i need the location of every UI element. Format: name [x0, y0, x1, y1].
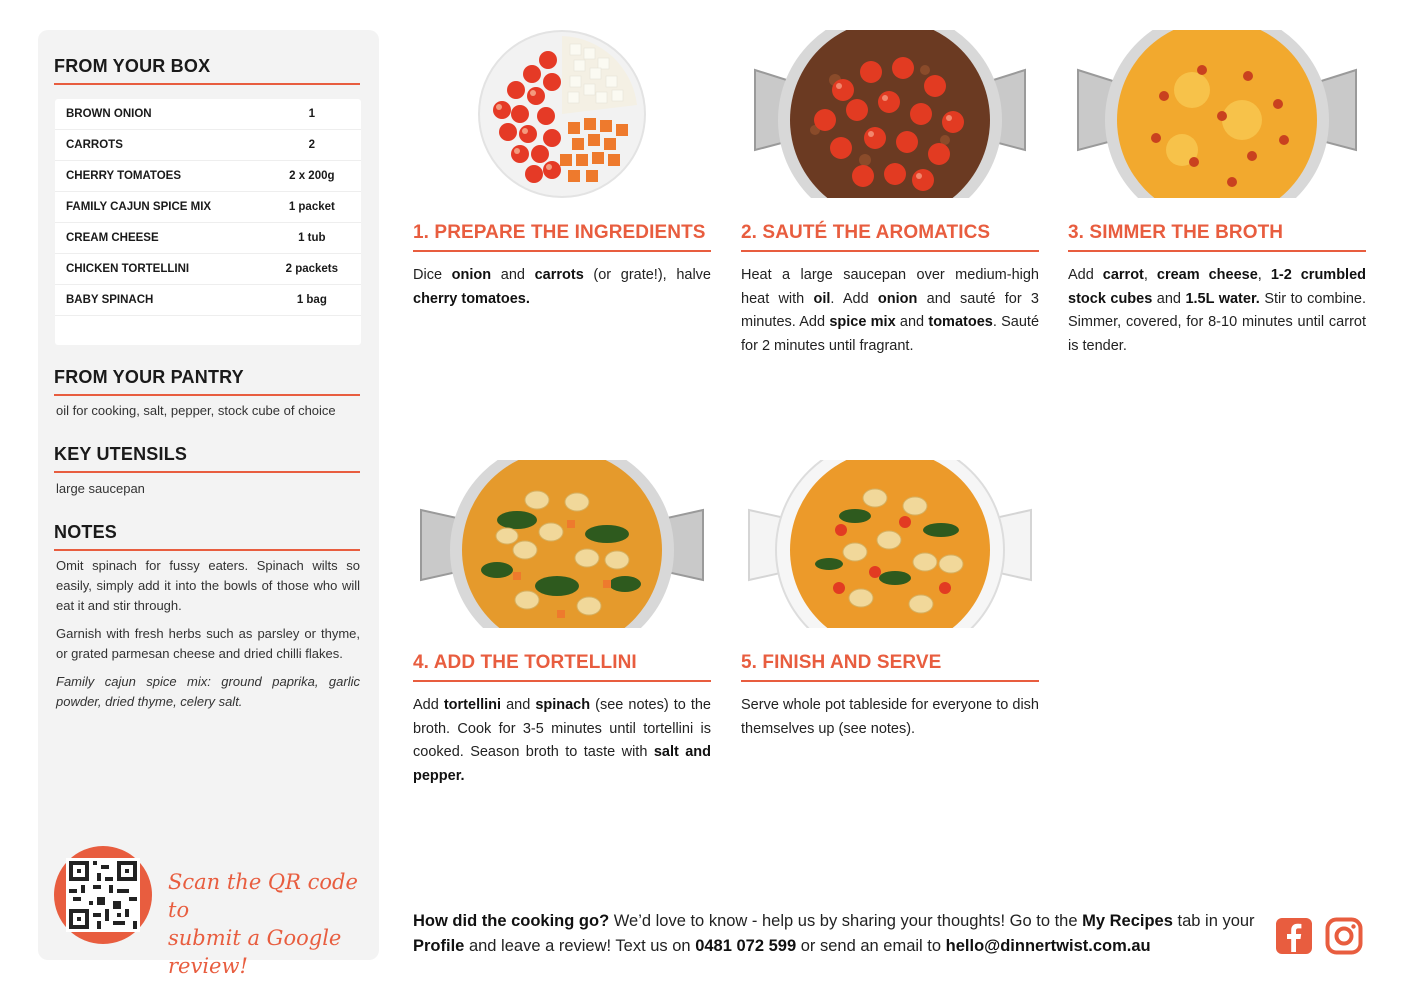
ingredient-highlight: onion — [451, 267, 492, 283]
instruction-text: . Add — [830, 290, 878, 307]
ingredient-quantity: 1 packet — [288, 201, 335, 213]
ingredient-highlight: tomatoes — [928, 314, 993, 330]
ingredient-highlight: carrot — [1102, 267, 1144, 283]
qr-code-badge[interactable] — [54, 846, 152, 944]
broth-pot-image — [1068, 30, 1366, 198]
step-title: 4. ADD THE TORTELLINI — [413, 652, 711, 682]
instruction-text: Serve whole pot tableside for everyone to dish themselves up (see notes). — [741, 697, 1039, 737]
ingredient-name: BROWN ONION — [66, 108, 152, 120]
step-title: 2. SAUTÉ THE AROMATICS — [741, 222, 1039, 252]
ingredient-quantity: 2 packets — [285, 263, 339, 275]
finished-pot-image — [741, 460, 1039, 628]
footer-text: and leave a review! Text us on — [464, 937, 696, 955]
ingredient-highlight: 1-2 crumbled stock cubes — [1068, 267, 1367, 307]
instruction-text: . Sauté for 2 minutes until fragrant. — [741, 314, 1040, 354]
facebook-icon[interactable] — [1275, 917, 1313, 955]
note-paragraph: Omit spinach for fussy eaters. Spinach wilts so easily, simply add it into the bowls of those who will eat it and stir through. — [56, 558, 360, 613]
instruction-text: , — [1143, 267, 1157, 283]
ingredient-row — [55, 130, 361, 161]
tortellini-pot-image — [413, 460, 711, 628]
ingredient-name: FAMILY CAJUN SPICE MIX — [66, 201, 212, 213]
instruction-text: and — [895, 314, 929, 330]
ingredient-highlight: onion — [877, 290, 918, 307]
instagram-icon[interactable] — [1325, 917, 1363, 955]
profile-link[interactable]: Profile — [413, 937, 465, 955]
ingredient-highlight: 1.5L water. — [1185, 290, 1260, 307]
step-title: 5. FINISH AND SERVE — [741, 652, 1039, 682]
instruction-text: Dice — [413, 267, 452, 283]
ingredient-highlight: oil — [813, 290, 831, 307]
ingredient-name: CHERRY TOMATOES — [66, 170, 182, 182]
key-utensils-heading: KEY UTENSILS — [54, 444, 360, 473]
ingredient-row — [55, 161, 361, 192]
instruction-text: and sauté for 3 minutes. Add — [741, 290, 1039, 330]
qr-code-icon — [69, 861, 137, 929]
footer-text: or send an email to — [796, 937, 946, 955]
instruction-text: and — [491, 267, 535, 283]
step-instructions — [413, 694, 711, 788]
step-1 — [413, 30, 711, 311]
review-footer — [413, 909, 1263, 959]
step-3 — [1068, 30, 1366, 358]
ingredient-quantity: 2 — [308, 139, 316, 151]
qr-code[interactable] — [66, 858, 140, 932]
email-link[interactable]: hello@dinnertwist.com.au — [945, 937, 1151, 955]
step-instructions — [741, 264, 1039, 358]
instruction-text: (or grate!), halve — [583, 267, 711, 283]
note-paragraph: Garnish with fresh herbs such as parsley or thyme, or grated parmesan cheese and dried chilli flakes. — [56, 626, 360, 661]
qr-caption — [168, 868, 368, 980]
step-5 — [741, 460, 1039, 741]
instruction-text: and — [501, 697, 536, 713]
step-2 — [741, 30, 1039, 358]
ingredient-highlight: tortellini — [443, 697, 502, 713]
step-4 — [413, 460, 711, 788]
ingredient-row — [55, 254, 361, 285]
utensils-text: large saucepan — [56, 481, 145, 496]
qr-caption-line: submit a Google review! — [168, 926, 342, 978]
ingredient-name: BABY SPINACH — [66, 294, 154, 306]
ingredient-highlight: salt and pepper. — [413, 744, 712, 784]
from-your-pantry-heading: FROM YOUR PANTRY — [54, 367, 360, 396]
ingredients-sidebar — [38, 30, 379, 978]
instruction-text: and — [1152, 290, 1186, 307]
ingredient-name: CARROTS — [66, 139, 123, 151]
instruction-text: (see notes) to the broth. Cook for 3-5 minutes until tortellini is cooked. Season broth to taste with — [413, 697, 711, 760]
ingredient-quantity: 2 x 200g — [289, 170, 335, 182]
pantry-text: oil for cooking, salt, pepper, stock cube of choice — [56, 403, 336, 418]
saute-pot-image — [741, 30, 1039, 198]
footer-text: We’d love to know - help us by sharing your thoughts! Go to the — [609, 912, 1083, 930]
step-instructions — [1068, 264, 1366, 358]
step-title: 3. SIMMER THE BROTH — [1068, 222, 1366, 252]
ingredient-quantity: 1 bag — [296, 294, 327, 306]
ingredient-highlight: carrots — [534, 267, 584, 283]
spice-mix-note: Family cajun spice mix: ground paprika, garlic powder, dried thyme, celery salt. — [56, 674, 360, 709]
ingredients-table — [55, 99, 361, 345]
ingredient-row — [55, 223, 361, 254]
from-your-box-heading: FROM YOUR BOX — [54, 56, 360, 85]
phone-link[interactable]: 0481 072 599 — [695, 937, 797, 955]
qr-caption-line: Scan the QR code to — [168, 870, 358, 922]
ingredient-quantity: 1 tub — [298, 232, 326, 244]
ingredient-highlight: spice mix — [829, 314, 896, 330]
notes-heading: NOTES — [54, 522, 360, 551]
instruction-text: Heat a large saucepan over medium-high heat with — [741, 267, 1039, 307]
ingredient-row — [55, 285, 361, 316]
ingredient-highlight: cream cheese — [1156, 267, 1258, 283]
instruction-text: Stir to combine. Simmer, covered, for 8-10 minutes until carrot is tender. — [1068, 290, 1366, 354]
footer-text: tab in your — [1172, 912, 1255, 930]
step-instructions — [413, 264, 711, 311]
ingredients-plate-image — [413, 30, 711, 198]
step-title: 1. PREPARE THE INGREDIENTS — [413, 222, 711, 252]
ingredient-name: CREAM CHEESE — [66, 232, 159, 244]
ingredient-quantity: 1 — [308, 108, 316, 120]
ingredient-highlight: spinach — [535, 697, 591, 713]
step-instructions — [741, 694, 1039, 741]
instruction-text: , — [1257, 267, 1271, 283]
notes-body — [56, 556, 360, 720]
ingredient-name: CHICKEN TORTELLINI — [66, 263, 190, 275]
footer-question: How did the cooking go? — [413, 912, 610, 930]
ingredient-row — [55, 99, 361, 130]
instruction-text: Add — [413, 697, 444, 713]
ingredient-highlight: cherry tomatoes. — [413, 290, 530, 307]
my-recipes-link[interactable]: My Recipes — [1082, 912, 1173, 930]
ingredient-row — [55, 192, 361, 223]
instruction-text: Add — [1068, 267, 1103, 283]
